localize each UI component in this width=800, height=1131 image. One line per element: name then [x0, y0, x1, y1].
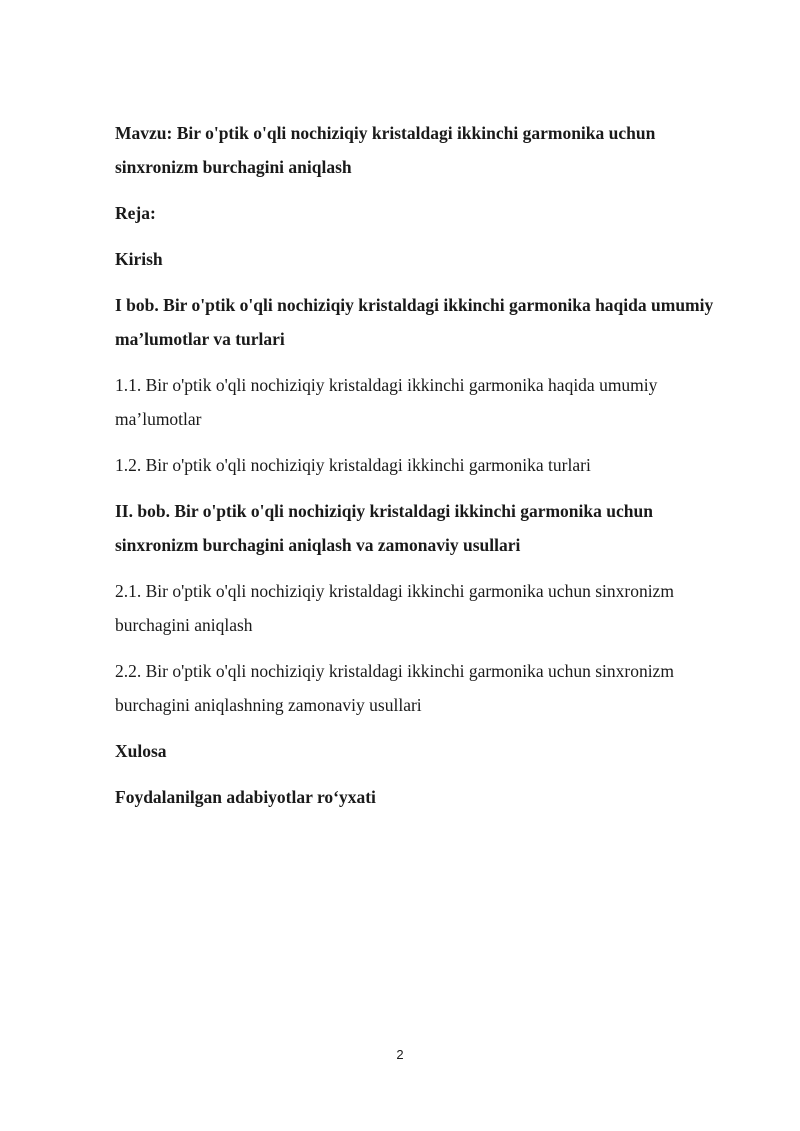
- section-1-1: 1.1. Bir o'ptik o'qli nochiziqiy kristaldagi ikkinchi garmonika haqida umumiy ma’lumotlar: [115, 375, 658, 429]
- chapter-1-title: I bob. Bir o'ptik o'qli nochiziqiy kristaldagi ikkinchi garmonika haqida umumiy ma’lumotlar va turlari: [115, 295, 714, 349]
- page-number: 2: [396, 1047, 404, 1062]
- section-1-2: 1.2. Bir o'ptik o'qli nochiziqiy kristaldagi ikkinchi garmonika turlari: [115, 455, 591, 475]
- conclusion-item: Xulosa: [115, 741, 167, 761]
- chapter-2-title: II. bob. Bir o'ptik o'qli nochiziqiy kristaldagi ikkinchi garmonika uchun sinxronizm burchagini aniqlash va zamonaviy usullari: [115, 501, 653, 555]
- page-content: [115, 116, 725, 826]
- introduction-item: Kirish: [115, 249, 163, 269]
- plan-heading: Reja:: [115, 203, 156, 223]
- section-2-1: 2.1. Bir o'ptik o'qli nochiziqiy kristaldagi ikkinchi garmonika uchun sinxronizm burchagini aniqlash: [115, 581, 674, 635]
- references-item: Foydalanilgan adabiyotlar ro‘yxati: [115, 787, 376, 807]
- section-2-2: 2.2. Bir o'ptik o'qli nochiziqiy kristaldagi ikkinchi garmonika uchun sinxronizm burchagini aniqlashning zamonaviy usullari: [115, 661, 674, 715]
- topic-heading: Mavzu: Bir o'ptik o'qli nochiziqiy kristaldagi ikkinchi garmonika uchun sinxronizm burchagini aniqlash: [115, 123, 656, 177]
